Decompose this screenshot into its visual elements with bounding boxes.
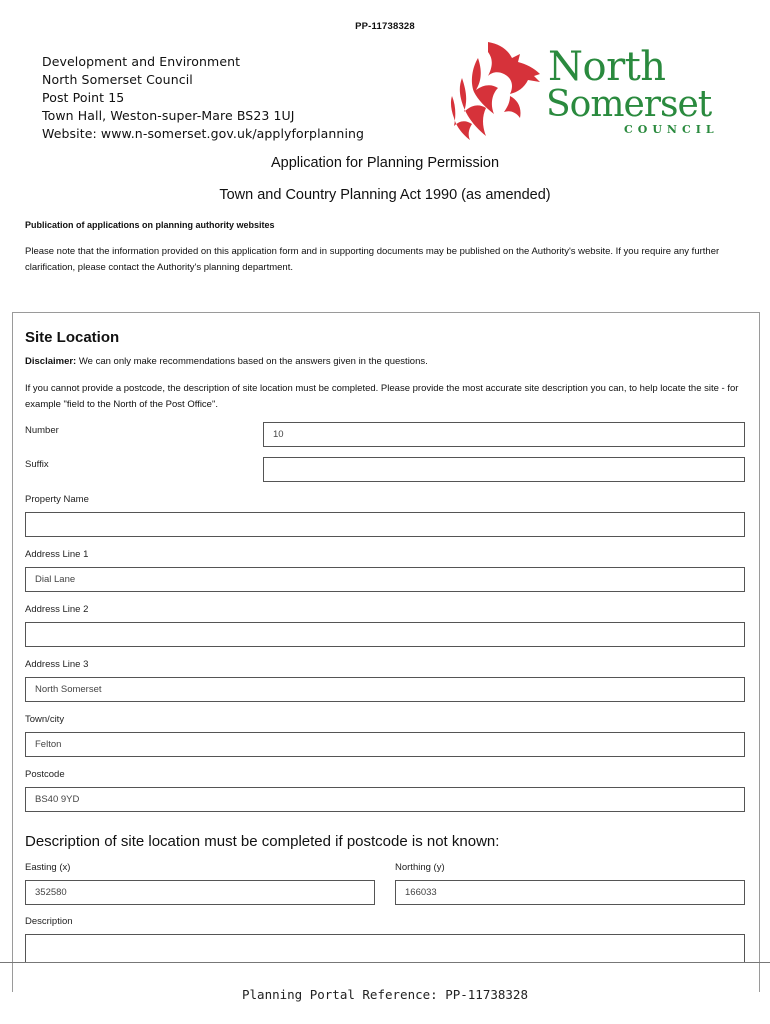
northing-label: Northing (y) (395, 862, 445, 873)
number-label: Number (25, 425, 59, 436)
northing-field[interactable]: 166033 (395, 880, 745, 905)
description-label: Description (25, 916, 73, 927)
address-line-1-label: Address Line 1 (25, 549, 89, 560)
postcode-label: Postcode (25, 769, 65, 780)
town-field[interactable]: Felton (25, 732, 745, 757)
property-name-field[interactable] (25, 512, 745, 537)
postcode-field[interactable]: BS40 9YD (25, 787, 745, 812)
address-line: Development and Environment (42, 54, 241, 69)
help-text: If you cannot provide a postcode, the description of site location must be completed. Please provide the most accurate site description you can, to help locate the site - for example "field to the North of the Post Office". (25, 383, 739, 410)
easting-label: Easting (x) (25, 862, 71, 873)
logo-somerset: Somerset (546, 84, 712, 125)
disclaimer-label: Disclaimer: (25, 356, 77, 367)
dragon-icon (448, 38, 548, 140)
council-address (42, 53, 364, 143)
description-field[interactable] (25, 934, 745, 962)
town-label: Town/city (25, 714, 65, 725)
address-line: Website: www.n-somerset.gov.uk/applyforplanning (42, 126, 365, 141)
form-title: Application for Planning Permission (270, 155, 500, 171)
logo-council: COUNCIL (624, 123, 719, 136)
address-line-2-label: Address Line 2 (25, 604, 89, 615)
suffix-label: Suffix (25, 459, 49, 470)
address-line: North Somerset Council (42, 72, 193, 87)
number-field[interactable]: 10 (263, 422, 745, 447)
publication-text: Please note that the information provided on this application form and in supporting documents may be published on the Authority's website. If you require any further clarification, please contact the Authority's planning department. (25, 246, 720, 273)
address-line-1-field[interactable]: Dial Lane (25, 567, 745, 592)
publication-heading: Publication of applications on planning authority websites (25, 220, 275, 230)
address-line: Post Point 15 (42, 90, 125, 105)
property-name-label: Property Name (25, 494, 89, 505)
address-line: Town Hall, Weston-super-Mare BS23 1UJ (42, 108, 295, 123)
description-heading: Description of site location must be completed if postcode is not known: (25, 833, 500, 850)
address-line-3-label: Address Line 3 (25, 659, 89, 670)
address-line-3-field[interactable]: North Somerset (25, 677, 745, 702)
address-line-2-field[interactable] (25, 622, 745, 647)
section-title: Site Location (25, 329, 120, 346)
footer-reference: Planning Portal Reference: PP-11738328 (242, 987, 528, 1002)
page-divider (0, 962, 770, 963)
suffix-field[interactable] (263, 457, 745, 482)
easting-field[interactable]: 352580 (25, 880, 375, 905)
reference-number: PP-11738328 (355, 21, 415, 32)
disclaimer-text: We can only make recommendations based on the answers given in the questions. (76, 356, 428, 367)
logo-north: North (548, 44, 666, 90)
disclaimer (25, 356, 428, 367)
act-title: Town and Country Planning Act 1990 (as amended) (219, 187, 551, 203)
